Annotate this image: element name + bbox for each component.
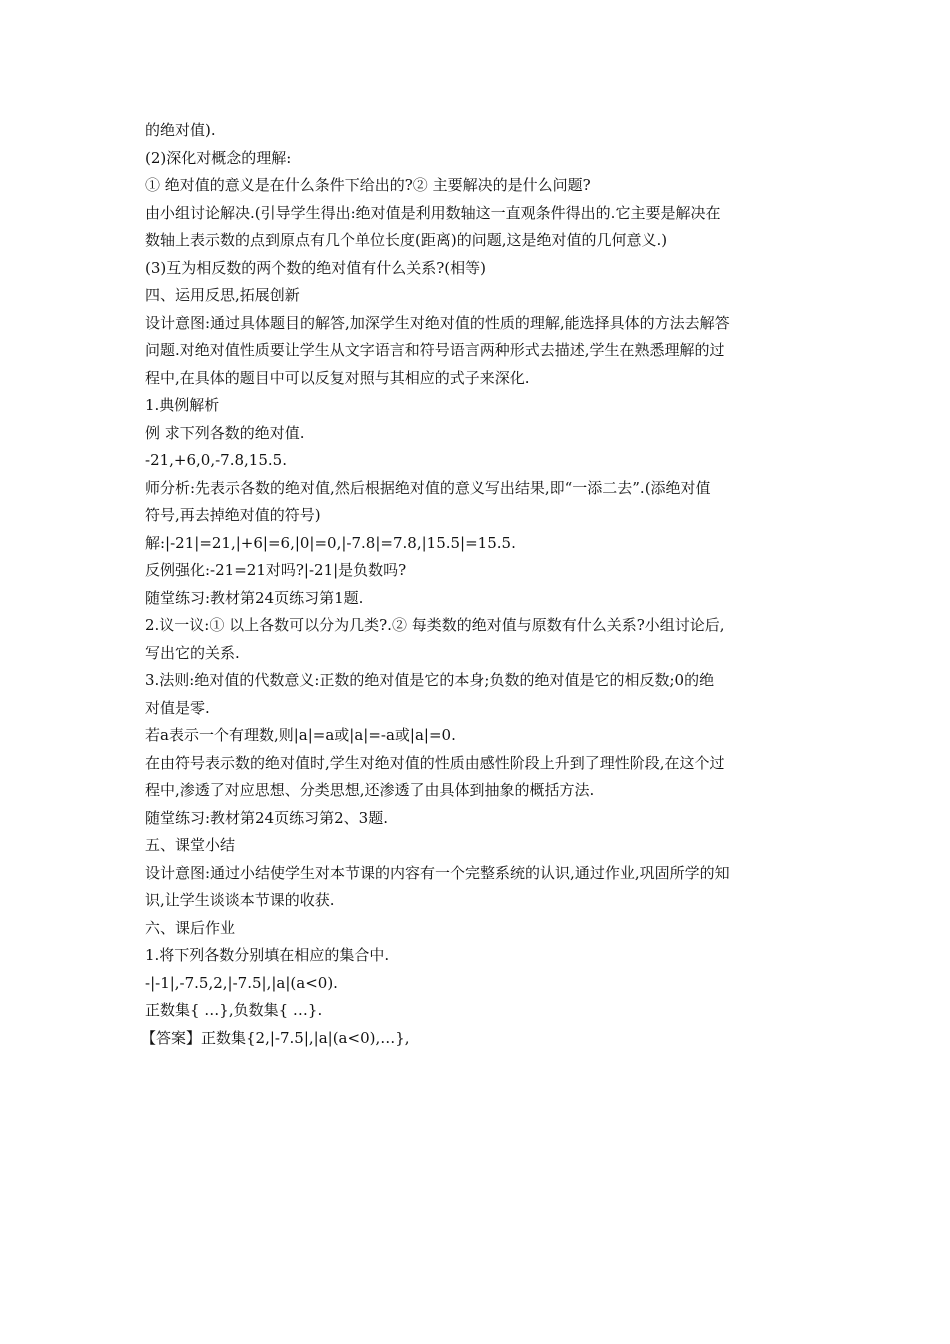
section-heading: 六、课后作业 (145, 918, 236, 937)
text-line: 随堂练习:教材第24页练习第2、3题. (145, 808, 388, 827)
text-line: 问题.对绝对值性质要让学生从文字语言和符号语言两种形式去描述,学生在熟悉理解的过 (145, 341, 725, 359)
subsection-heading: 1.典例解析 (145, 396, 220, 414)
text-line: 正数集{ …},负数集{ …}. (145, 1001, 323, 1019)
text-line: 数轴上表示数的点到原点有几个单位长度(距离)的问题,这是绝对值的几何意义.) (145, 231, 668, 249)
text-line: 符号,再去掉绝对值的符号) (145, 506, 321, 524)
text-line: 2.议一议:① 以上各数可以分为几类?.② 每类数的绝对值与原数有什么关系?小组讨论后, (145, 616, 725, 634)
text-line: -21,+6,0,-7.8,15.5. (145, 451, 287, 469)
text-line: 1.将下列各数分别填在相应的集合中. (145, 946, 390, 964)
text-line: 解:|-21|=21,|+6|=6,|0|=0,|-7.8|=7.8,|15.5|=15.5. (145, 533, 516, 552)
text-line: 写出它的关系. (145, 643, 240, 662)
text-line: (2)深化对概念的理解: (145, 148, 292, 167)
text-line: 3.法则:绝对值的代数意义:正数的绝对值是它的本身;负数的绝对值是它的相反数;0的绝 (145, 671, 715, 689)
text-line: 设计意图:通过小结使学生对本节课的内容有一个完整系统的认识,通过作业,巩固所学的知 (145, 863, 730, 882)
text-line: 在由符号表示数的绝对值时,学生对绝对值的性质由感性阶段上升到了理性阶段,在这个过 (145, 753, 725, 772)
answer-line: 【答案】正数集{2,|-7.5|,|a|(a<0),…}, (141, 1028, 410, 1047)
text-line: 反例强化:-21=21对吗?|-21|是负数吗? (145, 561, 407, 579)
text-line: 程中,渗透了对应思想、分类思想,还渗透了由具体到抽象的概括方法. (145, 781, 595, 799)
text-line: 对值是零. (145, 698, 210, 717)
text-line: 识,让学生谈谈本节课的收获. (145, 891, 335, 909)
section-heading: 四、运用反思,拓展创新 (145, 286, 300, 304)
text-line: 例 求下列各数的绝对值. (145, 423, 305, 442)
text-line: 师分析:先表示各数的绝对值,然后根据绝对值的意义写出结果,即“一添二去”.(添绝对值 (145, 478, 711, 497)
text-line: 若a表示一个有理数,则|a|=a或|a|=-a或|a|=0. (145, 726, 456, 744)
section-heading: 五、课堂小结 (145, 836, 236, 854)
text-line: 随堂练习:教材第24页练习第1题. (145, 588, 364, 607)
text-line: 设计意图:通过具体题目的解答,加深学生对绝对值的性质的理解,能选择具体的方法去解答 (145, 313, 730, 332)
document-body (141, 117, 810, 1052)
text-line: 由小组讨论解决.(引导学生得出:绝对值是利用数轴这一直观条件得出的.它主要是解决在 (145, 203, 721, 222)
text-line: (3)互为相反数的两个数的绝对值有什么关系?(相等) (145, 258, 486, 277)
text-line: ① 绝对值的意义是在什么条件下给出的?② 主要解决的是什么问题? (145, 176, 591, 194)
text-line: -|-1|,-7.5,2,|-7.5|,|a|(a<0). (145, 973, 338, 992)
text-line: 的绝对值). (145, 121, 216, 139)
text-line: 程中,在具体的题目中可以反复对照与其相应的式子来深化. (145, 368, 530, 387)
